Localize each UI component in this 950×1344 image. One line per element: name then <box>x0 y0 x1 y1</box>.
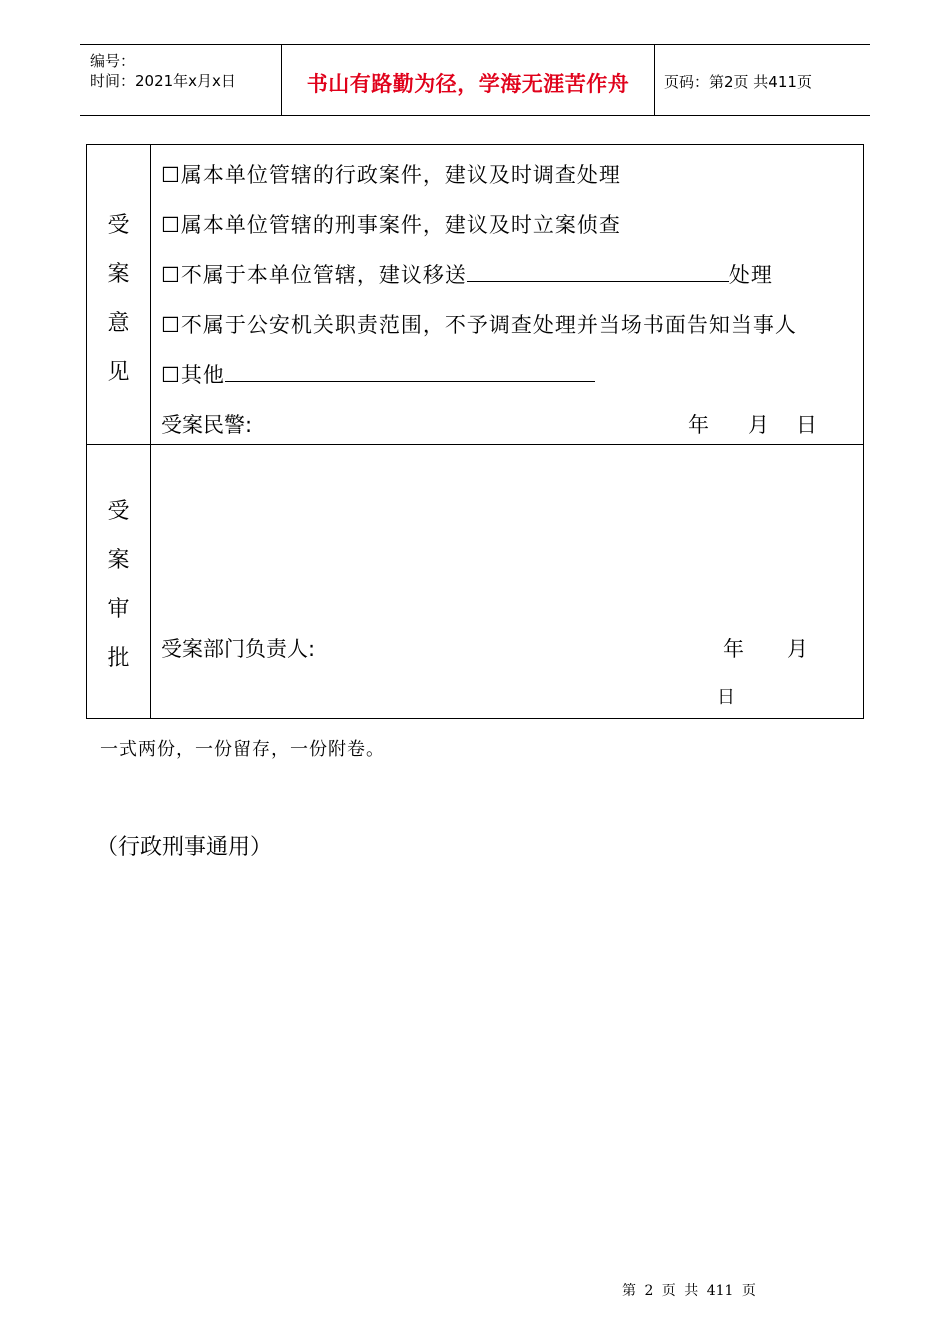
acceptance-approval-content <box>151 445 864 719</box>
header-page-info: 页码：第2页 共411页 <box>664 73 812 91</box>
acceptance-approval-label-cell <box>87 445 151 719</box>
option-other-text: ☐其他 <box>161 363 225 387</box>
acceptance-opinion-label-cell <box>87 145 151 445</box>
page-header <box>80 44 870 116</box>
label-char: 案 <box>107 548 130 573</box>
option-transfer-suffix: 处理 <box>728 263 773 287</box>
label-char: 意 <box>107 311 130 336</box>
number-label: 编号： <box>90 52 136 70</box>
label-char: 见 <box>107 360 130 385</box>
option-transfer-text: ☐不属于本单位管辖，建议移送 <box>161 263 467 287</box>
header-divider <box>654 45 655 115</box>
department-head-signature-label: 受案部门负责人: <box>161 637 316 661</box>
label-char: 受 <box>107 499 130 524</box>
time-label: 时间：2021年x月x日 <box>90 72 236 90</box>
label-char: 受 <box>107 213 130 238</box>
date-day: 日 <box>796 413 817 437</box>
header-meta <box>90 51 236 91</box>
transfer-target-blank[interactable] <box>467 263 729 282</box>
acceptance-form-table <box>86 144 864 719</box>
label-char: 批 <box>107 646 130 671</box>
option-other[interactable] <box>161 359 595 389</box>
copies-note: 一式两份，一份留存，一份附卷。 <box>100 739 385 760</box>
date-year: 年 <box>723 637 744 661</box>
option-criminal-case[interactable]: ☐属本单位管辖的刑事案件，建议及时立案侦查 <box>161 213 621 237</box>
option-administrative-case[interactable]: ☐属本单位管辖的行政案件，建议及时调查处理 <box>161 163 621 187</box>
label-char: 案 <box>107 262 130 287</box>
acceptance-opinion-content <box>151 145 864 445</box>
other-blank[interactable] <box>225 363 595 382</box>
option-transfer[interactable] <box>161 259 773 289</box>
page-footer: 第 2 页 共 411 页 <box>622 1283 756 1299</box>
label-char: 审 <box>107 597 130 622</box>
acceptance-approval-label <box>107 487 129 683</box>
officer-signature-label: 受案民警: <box>161 413 253 437</box>
date-day: 日 <box>717 687 735 708</box>
general-use-label: （行政刑事通用） <box>96 835 273 860</box>
header-motto: 书山有路勤为径，学海无涯苦作舟 <box>306 72 630 96</box>
acceptance-approval-row <box>87 445 864 719</box>
date-month: 月 <box>748 413 769 437</box>
date-year: 年 <box>688 413 709 437</box>
acceptance-opinion-label <box>107 201 129 397</box>
date-month: 月 <box>787 637 808 661</box>
acceptance-opinion-row <box>87 145 864 445</box>
option-out-of-scope[interactable]: ☐不属于公安机关职责范围，不予调查处理并当场书面告知当事人 <box>161 313 797 337</box>
